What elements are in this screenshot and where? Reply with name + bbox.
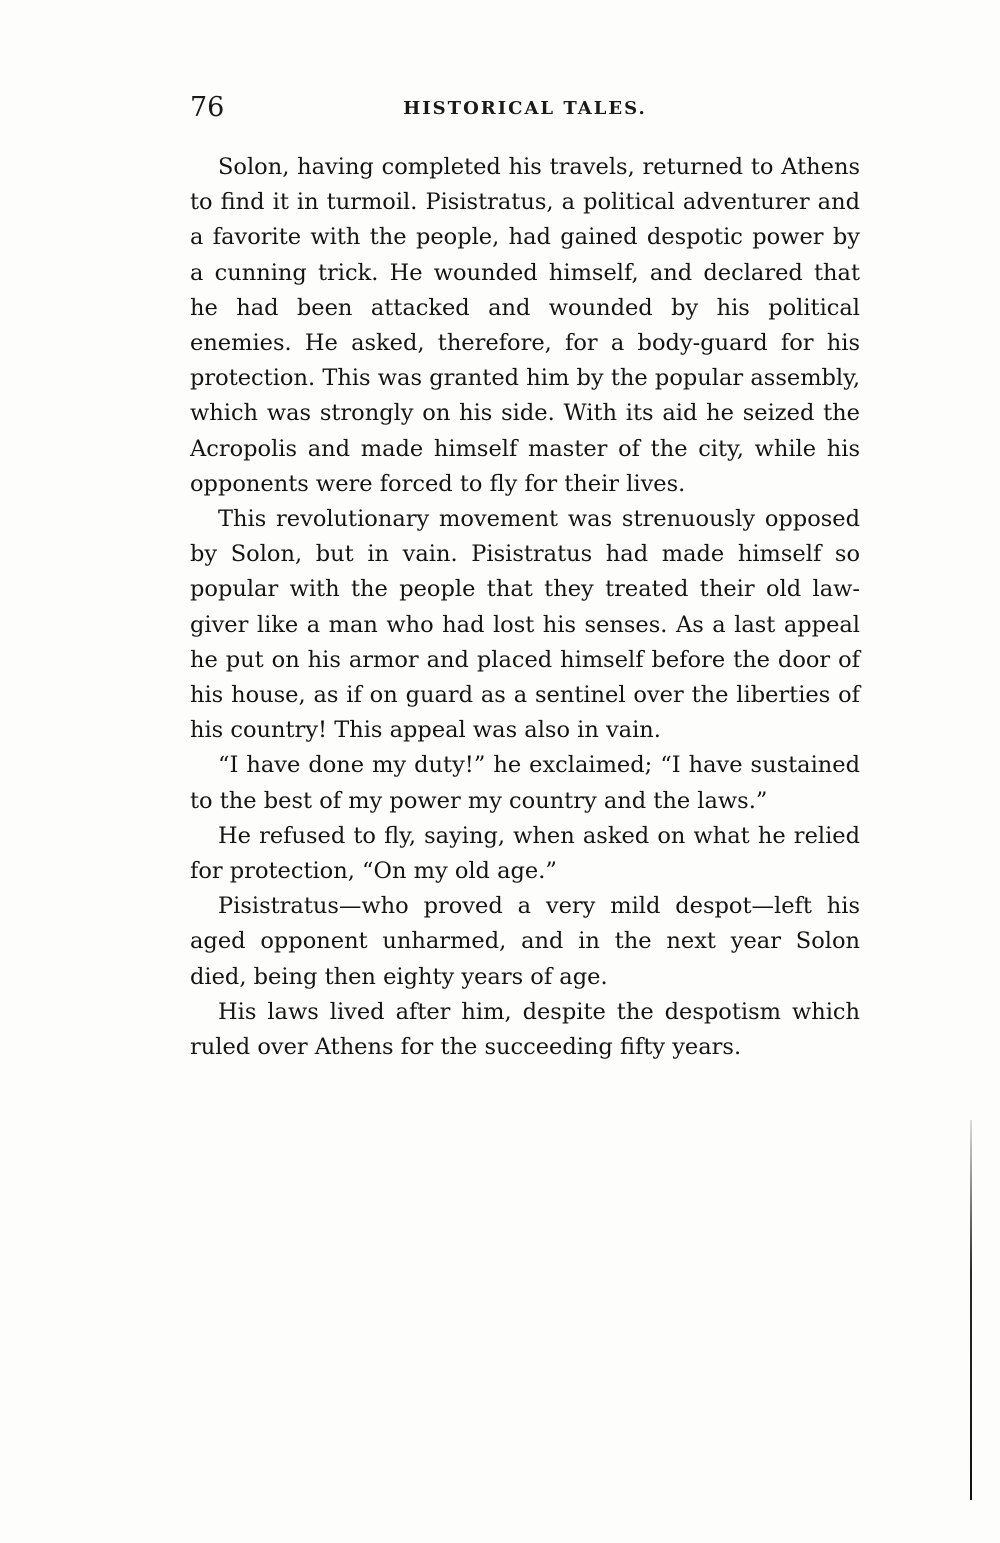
paragraph-solon-returns: Solon, having completed his travels, returned to Athens to find it in turmoil. Pisistratus, a political adventurer and a favorite with the people, had gained despotic power by a cunning trick. He wounded himself, and declared that he had been attacked and wounded by his political enemies. He asked, therefore, for a body-guard for his protection. This was granted him by the popular assembly, which was strongly on his side. With its aid he seized the Acropolis and made himself master of the city, while his opponents were forced to fly for their lives. — [190, 154, 860, 497]
body-text — [190, 150, 860, 1065]
paragraph-refused-to-fly: He refused to fly, saying, when asked on what he relied for protection, “On my old age.” — [190, 822, 860, 885]
page-header — [190, 92, 860, 128]
page-number: 76 — [190, 92, 225, 123]
paragraph-solon-quote: “I have done my duty!” he exclaimed; “I have sustained to the best of my power my country and the laws.” — [190, 752, 860, 814]
page-binding-edge — [970, 1120, 972, 1500]
running-title: HISTORICAL TALES. — [403, 98, 647, 119]
paragraph-laws-lived: His laws lived after him, despite the despotism which ruled over Athens for the succeeding fifty years. — [190, 998, 860, 1061]
paragraph-solon-died: Pisistratus—who proved a very mild despot—left his aged opponent unharmed, and in the next year Solon died, being then eighty years of age. — [190, 893, 860, 990]
paragraph-solon-opposes: This revolutionary movement was strenuously opposed by Solon, but in vain. Pisistratus had made himself so popular with the people that they treated their old law-giver like a man who had lost his senses. As a last appeal he put on his armor and placed himself before the door of his house, as if on guard as a sentinel over the liberties of his country! This appeal was also in vain. — [190, 506, 860, 744]
